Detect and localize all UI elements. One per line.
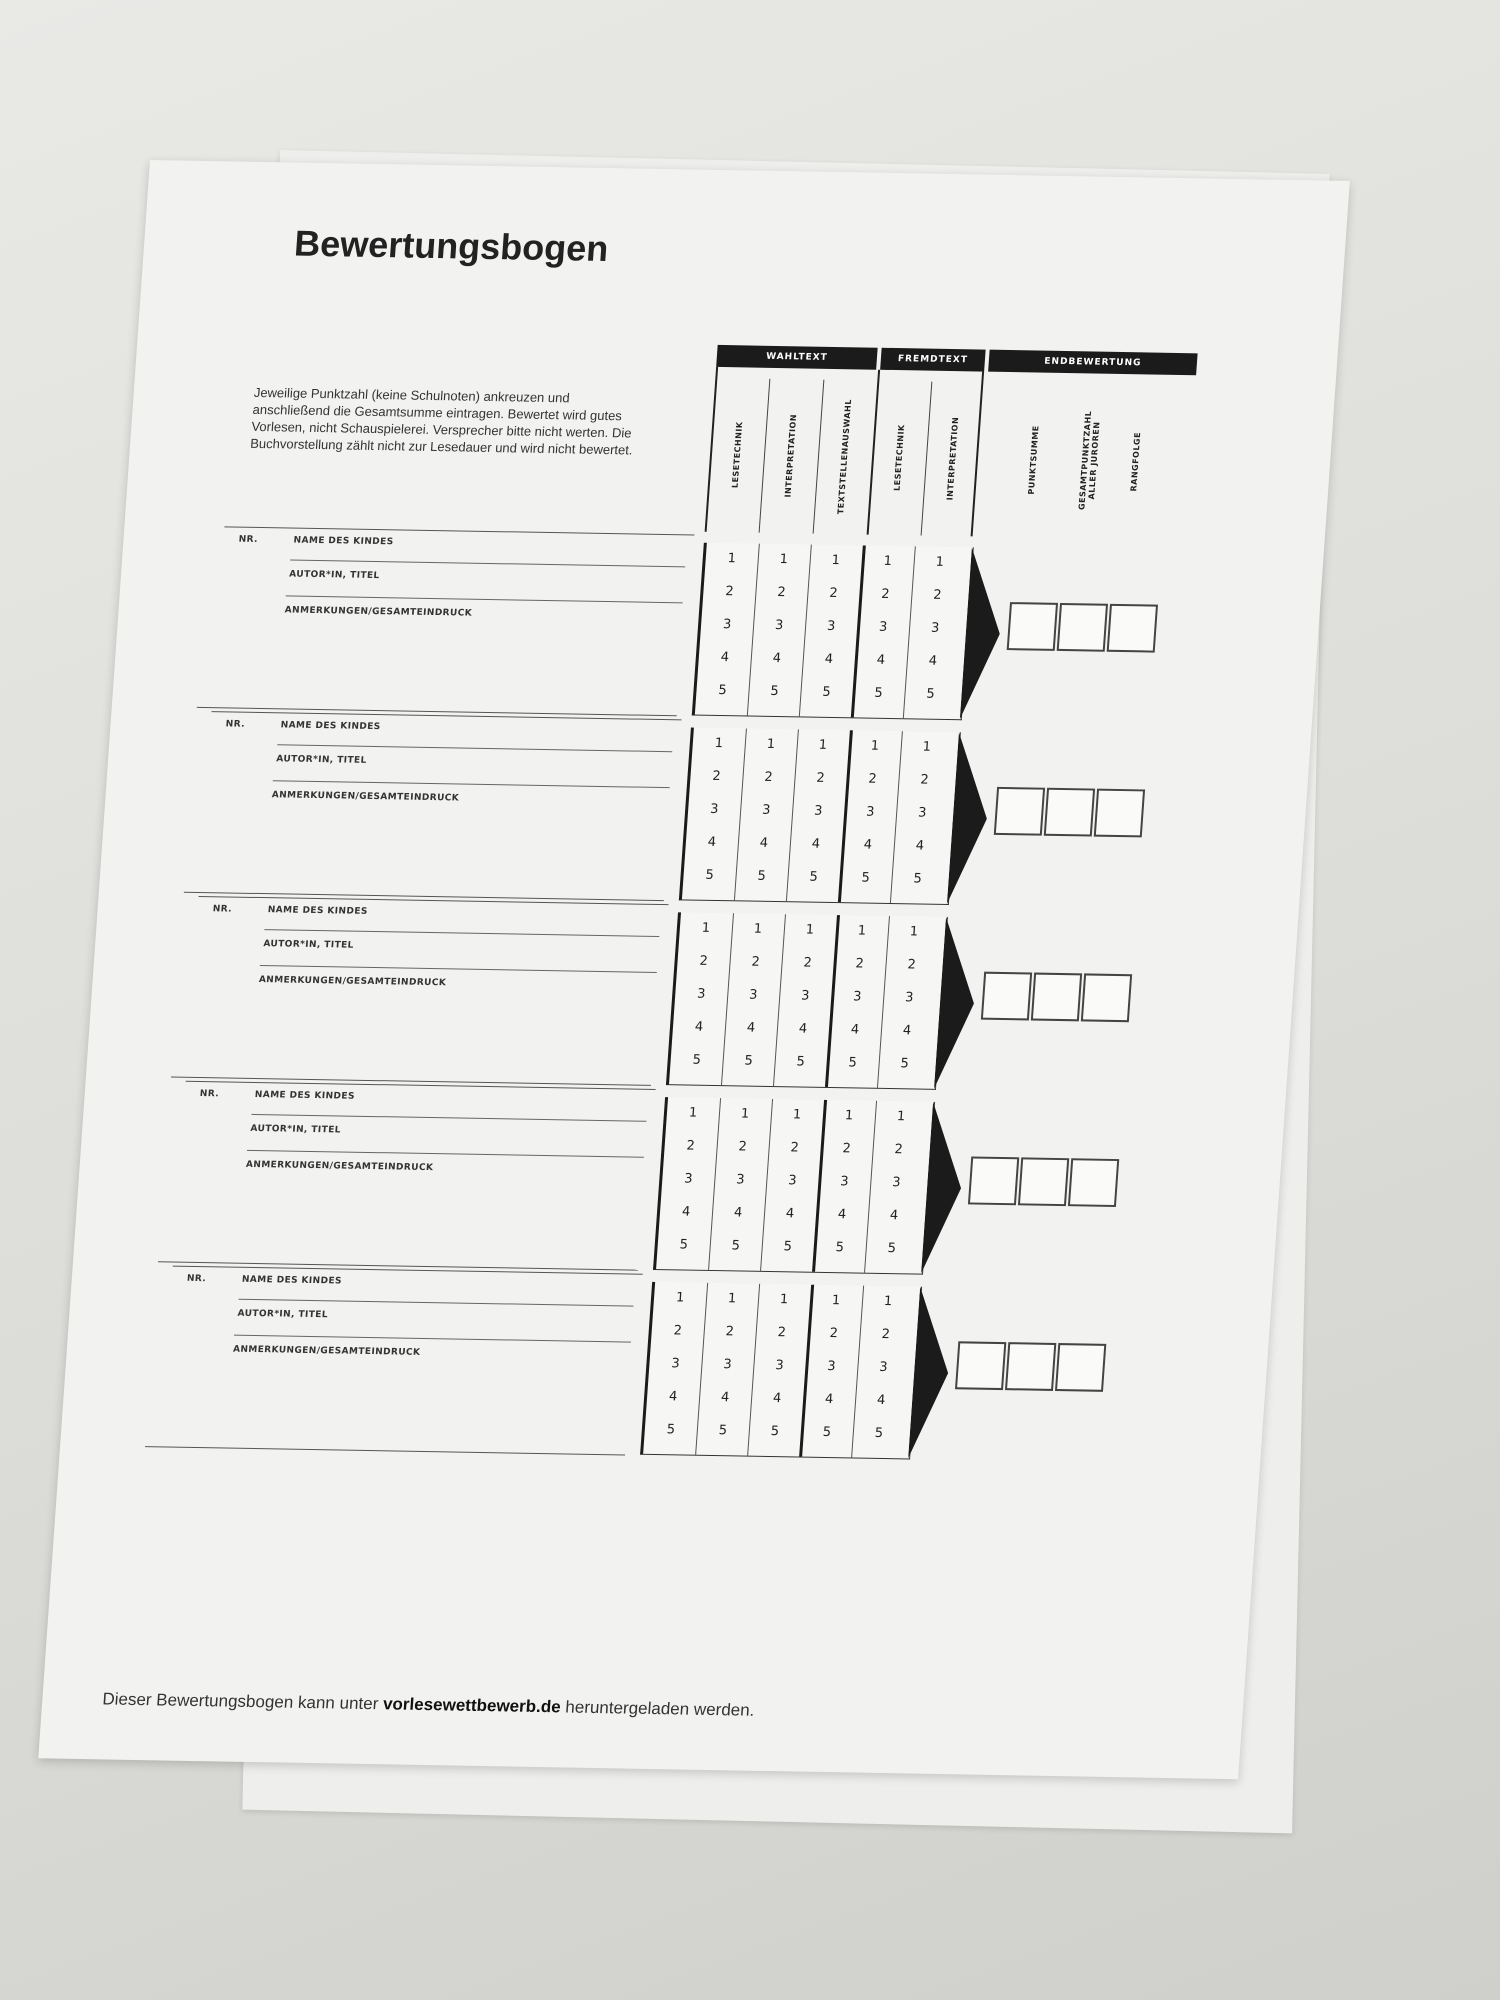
punktsumme-field[interactable] xyxy=(955,1341,1006,1390)
punktsumme-field[interactable] xyxy=(1007,602,1058,651)
score-option[interactable]: 4 xyxy=(759,835,769,851)
nr-label: NR. xyxy=(225,719,246,730)
score-option[interactable]: 1 xyxy=(675,1290,685,1306)
score-option[interactable]: 3 xyxy=(826,1359,837,1375)
score-option[interactable]: 1 xyxy=(935,554,945,570)
rating-sheet xyxy=(38,160,1350,1779)
score-option[interactable]: 2 xyxy=(829,1326,839,1342)
header-divider xyxy=(971,372,985,537)
score-option[interactable]: 2 xyxy=(894,1142,904,1158)
rangfolge-field[interactable] xyxy=(1055,1343,1106,1392)
score-option[interactable]: 5 xyxy=(874,1425,884,1441)
score-grid xyxy=(653,1097,935,1275)
name-field[interactable] xyxy=(264,929,659,937)
gesamtpunktzahl-field[interactable] xyxy=(1044,788,1095,837)
score-option[interactable]: 4 xyxy=(785,1206,795,1222)
score-column-interpretation-fremd xyxy=(864,1101,928,1274)
entry-block xyxy=(112,525,1325,728)
nr-label: NR. xyxy=(186,1273,207,1285)
name-label: NAME DES KINDES xyxy=(241,1274,343,1287)
page-title: Bewertungsbogen xyxy=(292,222,610,269)
score-option[interactable]: 4 xyxy=(798,1021,808,1037)
score-option[interactable]: 2 xyxy=(906,957,917,973)
score-option[interactable]: 4 xyxy=(694,1019,704,1035)
score-option[interactable]: 4 xyxy=(928,653,938,669)
column-header-punktsumme: PUNKTSUMME xyxy=(1027,424,1041,495)
score-option[interactable]: 1 xyxy=(805,922,815,938)
score-option[interactable]: 4 xyxy=(863,837,873,853)
author-title-field[interactable] xyxy=(273,780,670,788)
score-option[interactable]: 2 xyxy=(867,771,878,787)
score-option[interactable]: 1 xyxy=(714,735,724,752)
score-option[interactable]: 2 xyxy=(750,954,761,970)
nr-label: NR. xyxy=(199,1089,220,1100)
score-option[interactable]: 3 xyxy=(826,618,836,635)
score-option[interactable]: 2 xyxy=(763,769,774,785)
score-option[interactable]: 2 xyxy=(919,772,930,788)
score-option[interactable]: 4 xyxy=(681,1204,691,1220)
score-grid xyxy=(640,1282,922,1460)
score-grid xyxy=(679,728,961,906)
score-option[interactable]: 2 xyxy=(698,953,709,969)
score-option[interactable]: 2 xyxy=(686,1138,696,1154)
score-option[interactable]: 5 xyxy=(679,1237,689,1253)
column-header-lesetechnik: LESETECHNIK xyxy=(730,420,744,488)
score-option[interactable]: 3 xyxy=(683,1171,694,1187)
score-option[interactable]: 1 xyxy=(753,921,763,937)
score-option[interactable]: 1 xyxy=(818,737,828,753)
score-option[interactable]: 3 xyxy=(813,803,823,819)
header-wahltext: WAHLTEXT xyxy=(716,345,878,370)
score-option[interactable]: 2 xyxy=(738,1139,748,1155)
score-option[interactable]: 1 xyxy=(844,1108,854,1124)
score-option[interactable]: 3 xyxy=(904,990,914,1006)
gesamtpunktzahl-field[interactable] xyxy=(1018,1157,1069,1206)
score-option[interactable]: 5 xyxy=(666,1422,676,1438)
score-column-interpretation-fremd xyxy=(903,546,967,719)
remarks-label: ANMERKUNGEN/GESAMTEINDRUCK xyxy=(258,975,447,989)
score-option[interactable]: 4 xyxy=(850,1022,860,1038)
score-option[interactable]: 3 xyxy=(800,988,810,1004)
score-option[interactable]: 1 xyxy=(922,739,932,755)
score-option[interactable]: 5 xyxy=(835,1240,845,1256)
name-field[interactable] xyxy=(277,744,672,752)
score-option[interactable]: 1 xyxy=(727,551,737,567)
score-option[interactable]: 4 xyxy=(876,1392,886,1409)
score-option[interactable]: 5 xyxy=(912,871,923,887)
entry-block xyxy=(99,709,1312,915)
author-title-label: AUTOR*IN, TITEL xyxy=(288,569,380,582)
score-option[interactable]: 1 xyxy=(831,552,841,569)
punktsumme-field[interactable] xyxy=(968,1156,1019,1205)
entry-block xyxy=(86,894,1299,1100)
entry-block xyxy=(73,1079,1286,1285)
score-option[interactable]: 1 xyxy=(896,1109,906,1125)
author-title-field[interactable] xyxy=(260,965,657,973)
score-option[interactable]: 1 xyxy=(792,1107,802,1123)
score-option[interactable]: 5 xyxy=(718,1423,728,1439)
header-endbewertung: ENDBEWERTUNG xyxy=(988,350,1198,376)
score-option[interactable]: 2 xyxy=(673,1323,683,1339)
name-label: NAME DES KINDES xyxy=(280,720,381,733)
score-option[interactable]: 4 xyxy=(668,1389,678,1405)
score-option[interactable]: 5 xyxy=(704,867,715,883)
score-option[interactable]: 2 xyxy=(828,585,839,602)
column-divider xyxy=(921,382,933,536)
author-title-field[interactable] xyxy=(286,595,683,603)
score-option[interactable]: 2 xyxy=(854,956,865,972)
remarks-label: ANMERKUNGEN/GESAMTEINDRUCK xyxy=(284,605,473,619)
rangfolge-field[interactable] xyxy=(1107,604,1158,653)
score-column-interpretation-fremd xyxy=(851,1286,915,1459)
divider xyxy=(145,1446,625,1455)
column-divider xyxy=(813,380,825,534)
score-option[interactable]: 3 xyxy=(735,1172,746,1188)
score-option[interactable]: 3 xyxy=(709,801,719,818)
download-link[interactable]: vorlesewettbewerb.de xyxy=(382,1694,562,1717)
score-option[interactable]: 2 xyxy=(790,1140,800,1156)
score-column-interpretation-fremd xyxy=(877,916,941,1089)
score-option[interactable]: 5 xyxy=(744,1053,754,1069)
score-option[interactable]: 5 xyxy=(769,683,780,700)
rangfolge-field[interactable] xyxy=(1094,789,1145,838)
score-option[interactable]: 4 xyxy=(915,838,925,854)
score-column-interpretation-fremd xyxy=(890,731,954,904)
punktsumme-field[interactable] xyxy=(981,972,1032,1021)
score-option[interactable]: 3 xyxy=(930,620,940,636)
score-option[interactable]: 1 xyxy=(688,1105,698,1121)
score-option[interactable]: 2 xyxy=(724,584,735,600)
gesamtpunktzahl-field[interactable] xyxy=(1031,973,1082,1022)
score-option[interactable]: 4 xyxy=(720,1390,730,1406)
score-option[interactable]: 1 xyxy=(857,923,867,939)
score-option[interactable]: 3 xyxy=(878,619,888,635)
remarks-label: ANMERKUNGEN/GESAMTEINDRUCK xyxy=(232,1344,421,1358)
score-option[interactable]: 5 xyxy=(770,1424,780,1440)
score-option[interactable]: 2 xyxy=(881,1326,891,1343)
score-option[interactable]: 5 xyxy=(783,1239,793,1255)
score-option[interactable]: 3 xyxy=(852,989,862,1005)
author-title-field[interactable] xyxy=(234,1335,631,1343)
column-header-interpretation: INTERPRETATION xyxy=(783,413,799,498)
score-option[interactable]: 3 xyxy=(670,1356,681,1372)
score-option[interactable]: 2 xyxy=(802,955,813,971)
column-header-rangfolge: RANGFOLGE xyxy=(1129,431,1143,492)
column-divider xyxy=(759,379,771,533)
gesamtpunktzahl-field[interactable] xyxy=(1005,1342,1056,1391)
score-option[interactable]: 1 xyxy=(727,1291,737,1307)
author-title-field[interactable] xyxy=(247,1150,644,1158)
score-option[interactable]: 1 xyxy=(701,920,711,936)
score-option[interactable]: 5 xyxy=(692,1052,702,1068)
name-label: NAME DES KINDES xyxy=(254,1089,356,1102)
rangfolge-field[interactable] xyxy=(1068,1158,1119,1207)
score-option[interactable]: 3 xyxy=(696,986,706,1002)
score-option[interactable]: 3 xyxy=(878,1359,889,1376)
score-option[interactable]: 4 xyxy=(902,1023,912,1039)
score-option[interactable]: 4 xyxy=(746,1020,756,1036)
column-header-lesetechnik-fremd: LESETECHNIK xyxy=(892,423,906,491)
score-option[interactable]: 1 xyxy=(779,552,789,568)
score-option[interactable]: 1 xyxy=(779,1292,789,1308)
nr-label: NR. xyxy=(212,904,233,915)
score-option[interactable]: 4 xyxy=(772,1391,782,1407)
score-option[interactable]: 5 xyxy=(873,685,884,701)
score-option[interactable]: 5 xyxy=(925,686,936,702)
nr-label: NR. xyxy=(238,534,259,545)
score-option[interactable]: 4 xyxy=(824,1391,834,1408)
gesamtpunktzahl-field[interactable] xyxy=(1057,603,1108,652)
score-option[interactable]: 4 xyxy=(733,1205,743,1221)
score-option[interactable]: 3 xyxy=(917,805,927,821)
column-header-gesamtpunktzahl: GESAMTPUNKTZAHL ALLER JUROREN xyxy=(1077,410,1102,511)
name-label: NAME DES KINDES xyxy=(267,905,368,917)
score-option[interactable]: 4 xyxy=(772,650,782,667)
score-option[interactable]: 2 xyxy=(711,768,722,785)
score-option[interactable]: 4 xyxy=(811,836,821,852)
score-option[interactable]: 5 xyxy=(808,869,819,885)
score-option[interactable]: 2 xyxy=(880,586,891,602)
score-option[interactable]: 3 xyxy=(865,804,875,820)
name-field[interactable] xyxy=(238,1299,633,1307)
rangfolge-field[interactable] xyxy=(1081,973,1132,1022)
score-option[interactable]: 3 xyxy=(891,1175,902,1191)
score-option[interactable]: 3 xyxy=(787,1173,798,1189)
punktsumme-field[interactable] xyxy=(994,787,1045,836)
score-option[interactable]: 4 xyxy=(876,652,886,668)
name-field[interactable] xyxy=(251,1114,646,1122)
name-label: NAME DES KINDES xyxy=(293,535,394,548)
author-title-label: AUTOR*IN, TITEL xyxy=(237,1308,329,1321)
score-option[interactable]: 3 xyxy=(774,617,784,634)
download-note: Dieser Bewertungsbogen kann unter vorlesewettbewerb.de heruntergeladen werden. xyxy=(101,1689,756,1720)
author-title-label: AUTOR*IN, TITEL xyxy=(275,754,367,766)
score-option[interactable]: 3 xyxy=(839,1174,850,1190)
score-option[interactable]: 5 xyxy=(731,1238,741,1254)
score-option[interactable]: 5 xyxy=(821,684,832,700)
score-option[interactable]: 1 xyxy=(883,553,893,570)
score-option[interactable]: 3 xyxy=(761,802,771,818)
score-grid xyxy=(692,543,974,721)
header-divider xyxy=(705,367,719,532)
entry-block xyxy=(60,1264,1273,1467)
score-option[interactable]: 3 xyxy=(748,987,758,1003)
author-title-label: AUTOR*IN, TITEL xyxy=(263,939,355,951)
score-option[interactable]: 5 xyxy=(796,1054,806,1070)
score-option[interactable]: 1 xyxy=(766,736,776,752)
column-header-textstellenauswahl: TEXTSTELLENAUSWAHL xyxy=(836,398,854,514)
score-option[interactable]: 2 xyxy=(725,1324,735,1340)
score-grid xyxy=(666,912,948,1090)
score-option[interactable]: 3 xyxy=(722,1357,733,1373)
score-option[interactable]: 5 xyxy=(822,1424,832,1441)
score-option[interactable]: 4 xyxy=(889,1208,899,1224)
header-fremdtext: FREMDTEXT xyxy=(880,348,986,372)
score-option[interactable]: 2 xyxy=(777,1325,787,1341)
score-option[interactable]: 3 xyxy=(722,617,732,633)
score-option[interactable]: 1 xyxy=(909,924,919,940)
score-option[interactable]: 4 xyxy=(720,650,730,666)
score-option[interactable]: 2 xyxy=(932,587,943,603)
remarks-label: ANMERKUNGEN/GESAMTEINDRUCK xyxy=(271,790,460,804)
score-option[interactable]: 3 xyxy=(774,1358,785,1374)
score-option[interactable]: 1 xyxy=(831,1293,841,1309)
name-field[interactable] xyxy=(290,560,685,568)
author-title-label: AUTOR*IN, TITEL xyxy=(250,1123,342,1136)
score-option[interactable]: 5 xyxy=(717,683,728,699)
score-option[interactable]: 5 xyxy=(860,870,871,886)
score-option[interactable]: 4 xyxy=(824,651,834,667)
score-option[interactable]: 5 xyxy=(756,868,767,884)
divider xyxy=(224,526,694,535)
score-option[interactable]: 1 xyxy=(740,1106,750,1122)
column-header-interpretation-fremd: INTERPRETATION xyxy=(945,416,961,500)
score-option[interactable]: 4 xyxy=(707,834,717,850)
score-option[interactable]: 5 xyxy=(887,1241,897,1257)
score-option[interactable]: 2 xyxy=(776,585,787,601)
score-option[interactable]: 5 xyxy=(900,1056,910,1072)
instructions-text: Jeweilige Punktzahl (keine Schulnoten) ankreuzen und anschließend die Gesamtsumme eintragen. Bewertet wird gutes Vorlesen, nicht Schauspielerei. Versprecher bitte nicht werten. Die Buchvorstellung zählt nicht zur Lesedauer und wird nicht bewertet. xyxy=(249,384,634,458)
header-divider xyxy=(867,370,881,535)
score-option[interactable]: 2 xyxy=(815,770,826,786)
score-option[interactable]: 5 xyxy=(848,1055,858,1071)
score-option[interactable]: 4 xyxy=(837,1207,847,1223)
score-option[interactable]: 1 xyxy=(870,738,880,754)
score-option[interactable]: 2 xyxy=(842,1141,852,1157)
score-option[interactable]: 1 xyxy=(883,1293,893,1310)
remarks-label: ANMERKUNGEN/GESAMTEINDRUCK xyxy=(245,1159,434,1174)
